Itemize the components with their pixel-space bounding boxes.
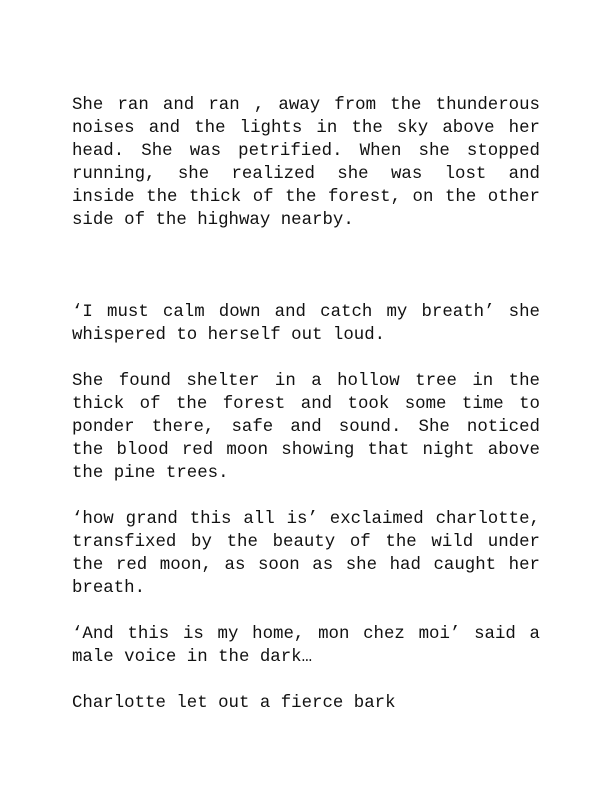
paragraph-2: ‘I must calm down and catch my breath’ she whispered to herself out loud. — [72, 303, 540, 345]
paragraph-4: ‘how grand this all is’ exclaimed charlotte, transfixed by the beauty of the wild under the red moon, as soon as she had caught her breath. — [72, 510, 540, 598]
paragraph-5: ‘And this is my home, mon chez moi’ said a male voice in the dark… — [72, 625, 540, 667]
paragraph-3: She found shelter in a hollow tree in the thick of the forest and took some time to ponder there, safe and sound. She noticed the blood red moon showing that night above the pine trees. — [72, 372, 540, 483]
paragraph-1: She ran and ran , away from the thunderous noises and the lights in the sky above her head. She was petrified. When she stopped running, she realized she was lost and inside the thick of the forest, on the other side of the highway nearby. — [72, 96, 540, 230]
paragraph-6: Charlotte let out a fierce bark — [72, 694, 396, 713]
